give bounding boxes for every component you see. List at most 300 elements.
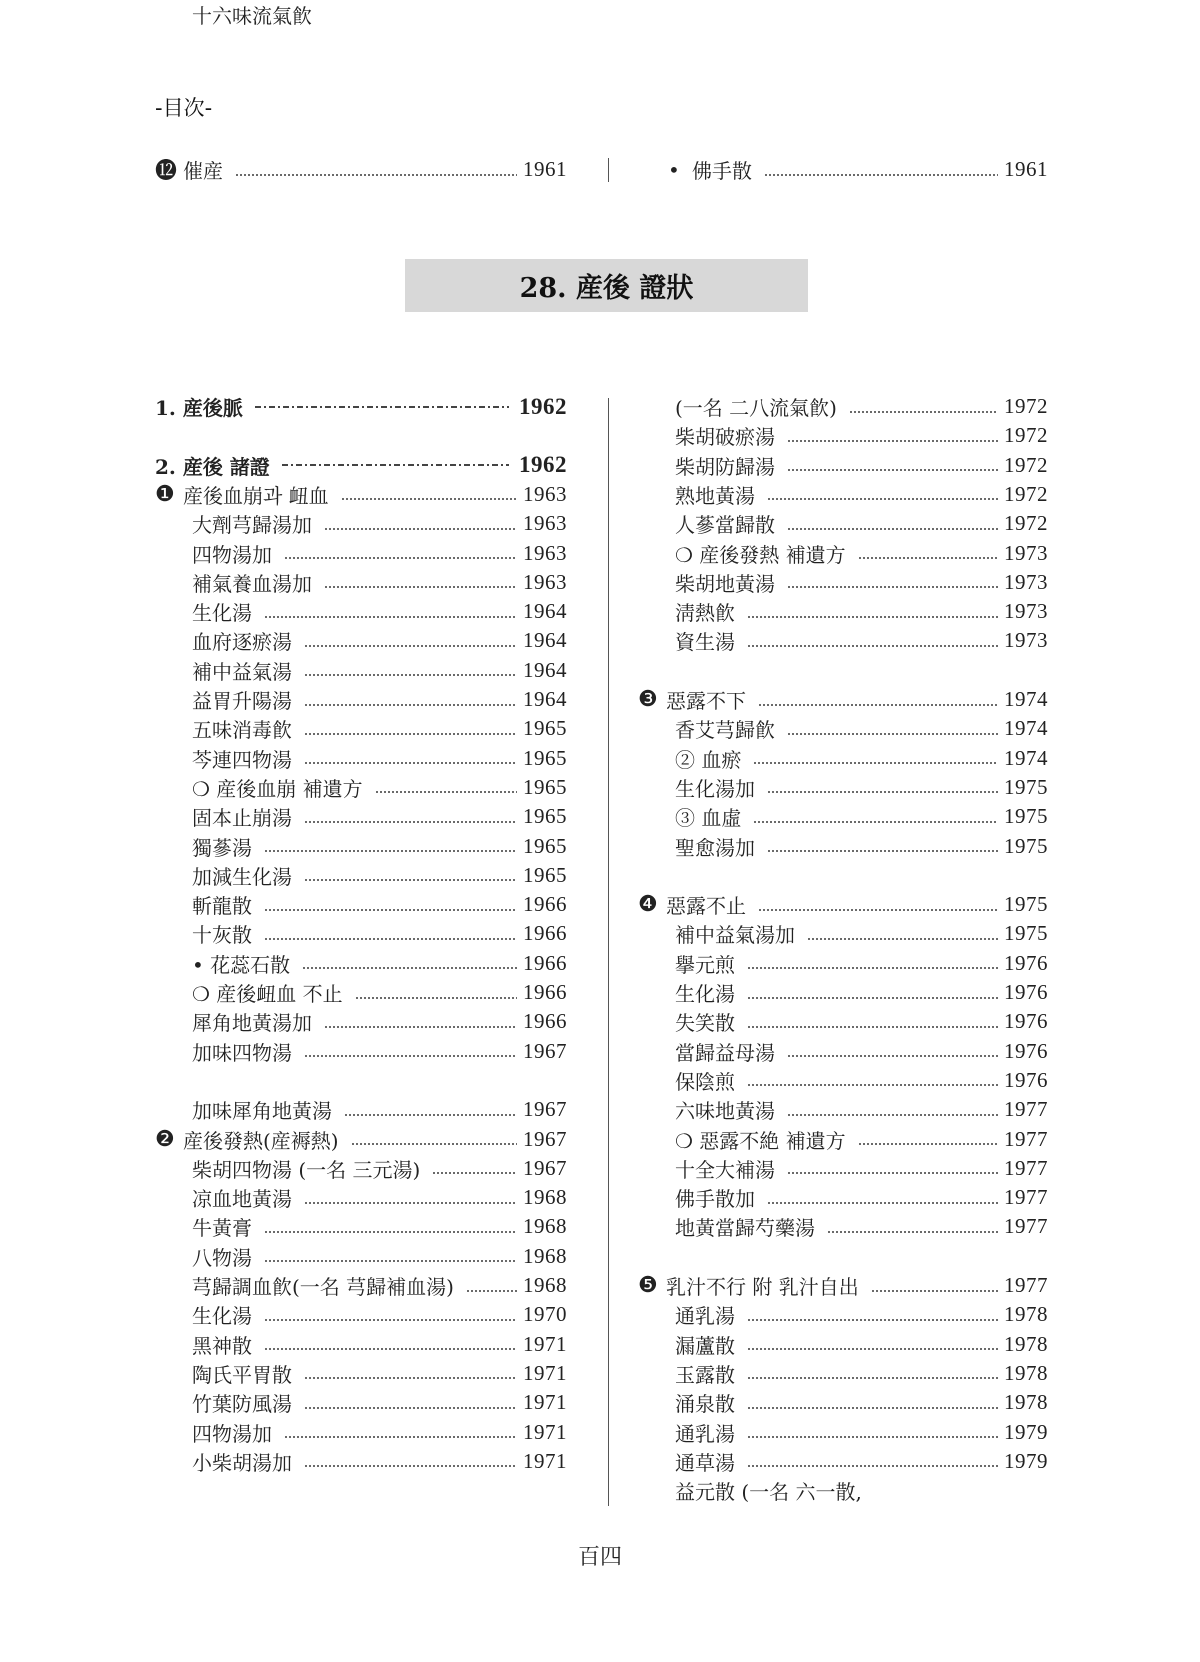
page-number: 1968	[523, 1243, 567, 1268]
entry-title: 益胃升陽湯	[192, 689, 292, 713]
chapter-banner: 28. 産後 證狀	[405, 259, 808, 312]
toc-entry[interactable]	[675, 1447, 1048, 1476]
entry-title: 益元散 (一名 六一散,	[675, 1480, 862, 1505]
entry-title: 乳汁不行 附 乳汁自出	[666, 1275, 859, 1299]
page-number: 1979	[1004, 1448, 1048, 1473]
entry-title: 六味地黃湯	[675, 1099, 775, 1124]
page-number: 1962	[519, 452, 567, 478]
toc-entry	[675, 1476, 1048, 1505]
page-number: 1963	[523, 481, 567, 506]
page-number: 1968	[523, 1214, 567, 1239]
section-number-marker: ❺	[638, 1273, 658, 1298]
leader-dots	[767, 791, 998, 793]
entry-title: 保陰煎	[675, 1069, 735, 1094]
page-number: 1971	[523, 1448, 567, 1473]
page-number: 1977	[1004, 1214, 1048, 1239]
entry-title: 凉血地黃湯	[192, 1187, 292, 1212]
leader-dots	[747, 997, 998, 999]
entry-title: 熟地黃湯	[675, 483, 755, 508]
page-number: 1978	[1004, 1331, 1048, 1356]
leader-dots	[264, 850, 517, 852]
page-number: 1965	[523, 774, 567, 799]
toc-entry[interactable]	[192, 919, 567, 948]
entry-title: 犀角地黃湯加	[192, 1011, 312, 1036]
leader-dots	[235, 174, 517, 176]
entry-title: 1. 産後脈	[155, 396, 243, 420]
leader-dots	[264, 1319, 517, 1321]
entry-title: 陶氏平胃散	[192, 1362, 292, 1387]
page-number: 1971	[523, 1331, 567, 1356]
page-number: 1961	[523, 157, 567, 181]
entry-title: 佛手散	[692, 159, 752, 183]
entry-title: 牛黃膏	[192, 1216, 252, 1241]
toc-entry[interactable]	[675, 1418, 1048, 1447]
bullet-icon: •	[668, 157, 680, 182]
leader-dots	[304, 674, 517, 676]
leader-dots	[747, 1348, 998, 1350]
page-number: 1973	[1004, 599, 1048, 624]
toc-entry[interactable]	[192, 744, 567, 773]
toc-entry[interactable]	[675, 949, 1048, 978]
leader-dots	[753, 762, 998, 764]
toc-entry[interactable]	[675, 539, 1048, 568]
toc-entry[interactable]	[675, 1125, 1048, 1154]
page-number: 1972	[1004, 452, 1048, 477]
toc-entry[interactable]	[675, 568, 1048, 597]
page-number: 1976	[1004, 1067, 1048, 1092]
page-number: 1979	[1004, 1419, 1048, 1444]
page-number: 1975	[1004, 774, 1048, 799]
toc-entry[interactable]	[192, 890, 567, 919]
toc-entry[interactable]	[192, 773, 567, 802]
toc-entry[interactable]	[675, 919, 1048, 948]
leader-dots	[432, 1172, 517, 1174]
entry-title: 惡露不止	[666, 894, 746, 919]
entry-title: 加減生化湯	[192, 864, 292, 889]
leader-dots	[807, 938, 998, 940]
entry-title: 八物湯	[192, 1245, 252, 1270]
page-number: 1971	[523, 1360, 567, 1385]
page-number: 1971	[523, 1419, 567, 1444]
entry-title: 佛手散加	[675, 1187, 755, 1212]
page-number: 1966	[523, 980, 567, 1004]
page-number: 1964	[523, 628, 567, 653]
leader-dots	[264, 1231, 517, 1233]
page-number: 1973	[1004, 540, 1048, 565]
toc-entry[interactable]	[192, 1037, 567, 1066]
toc-entry[interactable]	[192, 685, 567, 714]
page-number: 1965	[523, 862, 567, 887]
entry-title: 補中益氣湯	[192, 659, 292, 684]
entry-title: 涌泉散	[675, 1392, 735, 1417]
entry-title: 柴胡地黃湯	[675, 571, 775, 596]
page-number: 1967	[523, 1097, 567, 1122]
page-number: 1977	[1004, 1273, 1048, 1297]
leader-dots	[747, 645, 998, 647]
toc-entry[interactable]	[675, 714, 1048, 743]
leader-dots	[764, 174, 998, 176]
column-divider-top	[608, 158, 609, 182]
page-number: 1975	[1004, 833, 1048, 858]
entry-title: ❍ 産後衄血 不止	[192, 982, 343, 1006]
leader-dots	[787, 440, 998, 442]
leader-dots	[758, 909, 998, 911]
entry-title: 擧元煎	[675, 952, 735, 977]
page-number: 1971	[523, 1390, 567, 1415]
page-number: 1966	[523, 921, 567, 946]
toc-entry[interactable]	[192, 1183, 567, 1212]
toc-entry[interactable]	[192, 1095, 567, 1124]
leader-dots	[304, 762, 517, 764]
leader-dots	[264, 909, 517, 911]
page-number: 1978	[1004, 1390, 1048, 1415]
entry-title: 加味犀角地黃湯	[192, 1099, 332, 1124]
entry-title: 人蔘當歸散	[675, 513, 775, 538]
column-divider	[608, 398, 609, 1506]
leader-dots	[858, 557, 998, 559]
entry-title: 十灰散	[192, 923, 252, 948]
toc-entry[interactable]	[638, 890, 1048, 919]
entry-title: 獨蔘湯	[192, 835, 252, 860]
toc-entry[interactable]	[155, 1125, 567, 1154]
page-number: 1972	[1004, 423, 1048, 448]
entry-title: 補氣養血湯加	[192, 571, 312, 596]
entry-title: 小柴胡湯加	[192, 1450, 292, 1475]
entry-title: ❍ 産後發熱 補遺方	[675, 542, 846, 567]
section-number-marker: ❸	[638, 687, 658, 712]
leader-dots	[787, 528, 998, 530]
leader-dots	[849, 411, 998, 413]
toc-entry[interactable]	[675, 597, 1048, 626]
entry-title: 柴胡破瘀湯	[675, 425, 775, 450]
leader-dots	[871, 1290, 998, 1292]
leader-dots	[264, 616, 517, 618]
page-number: 1965	[523, 745, 567, 770]
page-number: 1977	[1004, 1097, 1048, 1122]
toc-entry[interactable]	[675, 1007, 1048, 1036]
page-number: 1974	[1004, 716, 1048, 741]
page-number: 1973	[1004, 628, 1048, 653]
toc-entry[interactable]	[675, 832, 1048, 861]
page-number: 1967	[523, 1038, 567, 1063]
toc-entry[interactable]	[675, 1066, 1048, 1095]
leader-dots	[302, 967, 517, 969]
page-number: 1975	[1004, 921, 1048, 946]
toc-entry[interactable]	[192, 1359, 567, 1388]
page-number: 1965	[523, 833, 567, 858]
toc-entry[interactable]	[192, 539, 567, 568]
leader-dots	[747, 1084, 998, 1086]
leader-dots	[324, 1026, 517, 1028]
toc-entry[interactable]	[192, 1154, 567, 1183]
number-marker: ⓬	[155, 159, 178, 184]
entry-title: 大劑芎歸湯加	[192, 513, 312, 538]
entry-title: 加味四物湯	[192, 1040, 292, 1065]
page-number: 1965	[523, 804, 567, 829]
toc-entry[interactable]	[675, 392, 1048, 421]
leader-dots	[341, 498, 517, 500]
leader-dots	[304, 879, 517, 881]
entry-title: 地黃當歸芍藥湯	[675, 1216, 815, 1241]
page-number: 1972	[1004, 481, 1048, 506]
toc-entry[interactable]	[675, 1183, 1048, 1212]
toc-entry[interactable]	[192, 861, 567, 890]
toc-entry[interactable]	[192, 656, 567, 685]
page-number: 1964	[523, 599, 567, 624]
toc-entry[interactable]	[192, 714, 567, 743]
toc-entry[interactable]	[192, 597, 567, 626]
toc-entry[interactable]	[675, 509, 1048, 538]
page-number: 1967	[523, 1126, 567, 1151]
page-number: 1977	[1004, 1185, 1048, 1210]
page-number: 1976	[1004, 1009, 1048, 1034]
page-number: 1966	[523, 950, 567, 975]
toc-entry-top-left[interactable]	[155, 155, 567, 184]
toc-entry-top-right[interactable]	[668, 155, 1048, 184]
leader-dots	[344, 1114, 517, 1116]
entry-title: 淸熱飮	[675, 601, 735, 626]
page-number: 1976	[1004, 950, 1048, 975]
page-number: 1976	[1004, 1038, 1048, 1063]
toc-entry[interactable]	[192, 509, 567, 538]
entry-title: ❍ 惡露不絶 補遺方	[675, 1128, 846, 1153]
page-number: 1965	[523, 716, 567, 741]
entry-title: 産後發熱(産褥熱)	[183, 1128, 339, 1153]
page-number: 1972	[1004, 394, 1048, 418]
toc-entry[interactable]	[192, 832, 567, 861]
toc-entry[interactable]	[675, 773, 1048, 802]
leader-dots	[747, 616, 998, 618]
leader-dots	[747, 1465, 998, 1467]
entry-title: 芩連四物湯	[192, 747, 292, 772]
entry-title: 香艾芎歸飮	[675, 718, 775, 743]
leader-dots	[264, 1348, 517, 1350]
entry-title: 生化湯加	[675, 776, 755, 801]
toc-entry[interactable]	[192, 626, 567, 655]
page-number: 1963	[523, 540, 567, 565]
page-number: 1974	[1004, 687, 1048, 711]
page-number: 1970	[523, 1302, 567, 1327]
page-number: 1978	[1004, 1302, 1048, 1327]
toc-entry[interactable]	[675, 1154, 1048, 1183]
page-number: 1961	[1004, 157, 1048, 181]
leader-dots	[304, 1465, 517, 1467]
toc-entry[interactable]	[675, 1388, 1048, 1417]
section-number-marker: ❷	[155, 1126, 175, 1152]
leader-dots	[284, 557, 517, 559]
page-number: 1967	[523, 1155, 567, 1180]
section-number-marker: ❶	[155, 481, 175, 507]
leader-dots	[324, 586, 517, 588]
toc-entry[interactable]	[192, 1300, 567, 1329]
toc-entry[interactable]	[192, 978, 567, 1007]
entry-title: 四物湯加	[192, 1421, 272, 1446]
leader-dots	[767, 498, 998, 500]
entry-title: 通乳湯	[675, 1421, 735, 1446]
entry-title: 失笑散	[675, 1011, 735, 1036]
toc-entry[interactable]	[638, 1271, 1048, 1300]
entry-title: • 花蕊石散	[192, 952, 291, 977]
leader-dashes	[282, 464, 509, 466]
leader-dots	[466, 1290, 517, 1292]
leader-dots	[787, 1114, 998, 1116]
page-number: 1975	[1004, 892, 1048, 917]
leader-dots	[787, 469, 998, 471]
toc-entry[interactable]	[192, 568, 567, 597]
leader-dots	[375, 791, 517, 793]
page-number: 1977	[1004, 1126, 1048, 1151]
page-number: 1964	[523, 687, 567, 711]
page-number: 1974	[1004, 745, 1048, 770]
leader-dots	[753, 821, 998, 823]
entry-title: 十全大補湯	[675, 1157, 775, 1182]
toc-entry[interactable]	[675, 451, 1048, 480]
entry-title: ❍ 産後血崩 補遺方	[192, 776, 363, 801]
page-number: 1966	[523, 1009, 567, 1034]
toc-entry[interactable]	[155, 392, 567, 421]
toc-entry[interactable]	[192, 1242, 567, 1271]
toc-entry[interactable]	[192, 1388, 567, 1417]
entry-title: 聖愈湯加	[675, 835, 755, 860]
leader-dots	[747, 1407, 998, 1409]
page-number: 1964	[523, 657, 567, 682]
leader-dots	[758, 704, 998, 706]
leader-dots	[787, 733, 998, 735]
toc-entry[interactable]	[675, 1212, 1048, 1241]
leader-dots	[304, 1202, 517, 1204]
leader-dots	[304, 704, 517, 706]
page-footer-number: 百四	[577, 1545, 622, 1570]
toc-entry[interactable]	[675, 1330, 1048, 1359]
page-number: 1963	[523, 569, 567, 594]
toc-entry[interactable]	[192, 1271, 567, 1300]
page-number: 1977	[1004, 1155, 1048, 1180]
entry-title: 四物湯加	[192, 542, 272, 567]
page-number: 1968	[523, 1273, 567, 1297]
leader-dashes	[255, 406, 509, 408]
page-number: 1968	[523, 1185, 567, 1210]
entry-title: 玉露散	[675, 1362, 735, 1387]
entry-title: ③ 血虛	[675, 806, 742, 831]
leader-dots	[787, 1172, 998, 1174]
page-number: 1973	[1004, 569, 1048, 594]
toc-entry[interactable]	[192, 1418, 567, 1447]
toc-entry[interactable]	[675, 1095, 1048, 1124]
leader-dots	[264, 938, 517, 940]
page-number: 1978	[1004, 1360, 1048, 1385]
toc-entry[interactable]	[675, 1300, 1048, 1329]
leader-dots	[284, 1436, 517, 1438]
entry-title: ② 血瘀	[675, 747, 742, 772]
entry-title: 補中益氣湯加	[675, 923, 795, 948]
page-number: 1976	[1004, 980, 1048, 1004]
leader-dots	[304, 645, 517, 647]
entry-title: 生化湯	[675, 982, 735, 1006]
entry-title: (一名 二八流氣飮)	[675, 396, 837, 420]
toc-entry[interactable]	[675, 802, 1048, 831]
leader-dots	[747, 1377, 998, 1379]
page-number: 1975	[1004, 804, 1048, 829]
toc-entry[interactable]	[192, 1330, 567, 1359]
leader-dots	[787, 586, 998, 588]
entry-title: 血府逐瘀湯	[192, 630, 292, 655]
leader-dots	[304, 1407, 517, 1409]
leader-dots	[747, 1436, 998, 1438]
toc-entry[interactable]	[675, 626, 1048, 655]
leader-dots	[827, 1231, 998, 1233]
page-number: 1972	[1004, 511, 1048, 536]
toc-entry[interactable]	[192, 1007, 567, 1036]
entry-title: 五味消毒飮	[192, 718, 292, 743]
entry-title: 當歸益母湯	[675, 1040, 775, 1065]
leader-dots	[355, 997, 517, 999]
toc-entry[interactable]	[155, 480, 567, 509]
toc-entry[interactable]	[192, 1212, 567, 1241]
toc-entry[interactable]	[192, 1447, 567, 1476]
entry-title: 惡露不下	[666, 689, 746, 713]
toc-entry	[192, 0, 567, 29]
section-number-marker: ❹	[638, 892, 658, 918]
leader-dots	[264, 1260, 517, 1262]
leader-dots	[767, 850, 998, 852]
entry-title: 竹葉防風湯	[192, 1392, 292, 1417]
entry-title: 斬龍散	[192, 894, 252, 919]
toc-entry[interactable]	[675, 978, 1048, 1007]
leader-dots	[304, 1377, 517, 1379]
leader-dots	[747, 1319, 998, 1321]
entry-title: 通乳湯	[675, 1304, 735, 1329]
leader-dots	[304, 821, 517, 823]
entry-title: 産後血崩과 衄血	[183, 483, 329, 508]
toc-entry[interactable]	[155, 451, 567, 480]
entry-title: 柴胡防歸湯	[675, 454, 775, 479]
page-number: 1963	[523, 511, 567, 536]
leader-dots	[304, 733, 517, 735]
entry-title: 漏蘆散	[675, 1333, 735, 1358]
entry-title: 生化湯	[192, 1304, 252, 1329]
leader-dots	[747, 967, 998, 969]
entry-title: 芎歸調血飮(一名 芎歸補血湯)	[192, 1275, 454, 1299]
leader-dots	[787, 1055, 998, 1057]
page-number: 1966	[523, 892, 567, 917]
leader-dots	[858, 1143, 998, 1145]
toc-entry[interactable]	[675, 1359, 1048, 1388]
entry-title: 催産	[183, 159, 223, 183]
toc-entry[interactable]	[638, 685, 1048, 714]
entry-title: 通草湯	[675, 1450, 735, 1475]
entry-title: 2. 産後 諸證	[155, 454, 270, 479]
entry-title: 固本止崩湯	[192, 806, 292, 831]
toc-entry[interactable]	[675, 421, 1048, 450]
page-number: 1962	[519, 393, 567, 419]
entry-title: 黑神散	[192, 1333, 252, 1358]
leader-dots	[747, 1026, 998, 1028]
leader-dots	[351, 1143, 517, 1145]
toc-entry[interactable]	[192, 802, 567, 831]
entry-title: 十六味流氣飮	[192, 4, 312, 28]
leader-dots	[304, 1055, 517, 1057]
section-header: -目次-	[155, 96, 213, 120]
entry-title: 柴胡四物湯 (一名 三元湯)	[192, 1157, 421, 1182]
leader-dots	[324, 528, 517, 530]
entry-title: 資生湯	[675, 630, 735, 655]
toc-entry[interactable]	[675, 1037, 1048, 1066]
toc-entry[interactable]	[675, 744, 1048, 773]
entry-title: 生化湯	[192, 601, 252, 626]
toc-entry[interactable]	[675, 480, 1048, 509]
leader-dots	[767, 1202, 998, 1204]
toc-entry[interactable]	[192, 949, 567, 978]
